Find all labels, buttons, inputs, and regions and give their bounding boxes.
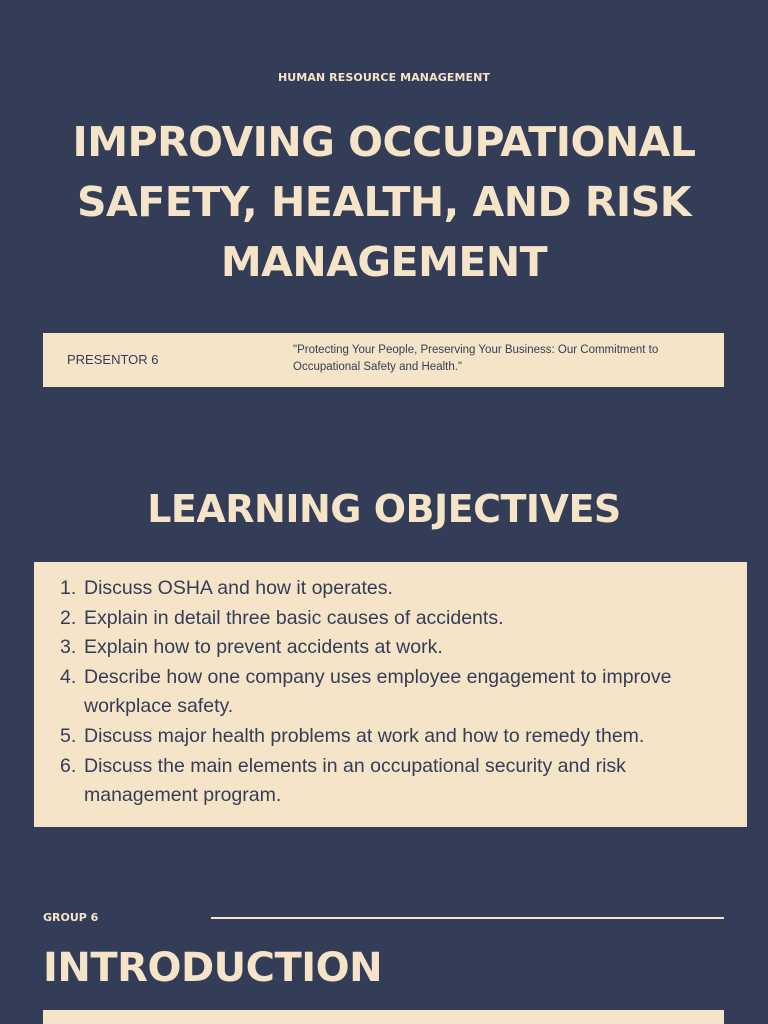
objective-text: Describe how one company uses employee engagement to improve workplace safety. <box>84 665 672 718</box>
objective-number: 1. <box>60 577 77 599</box>
objectives-heading: LEARNING OBJECTIVES <box>147 487 621 531</box>
objective-number: 4. <box>60 665 77 688</box>
objective-item <box>60 604 730 634</box>
objective-item <box>60 663 730 722</box>
objective-number: 2. <box>60 606 77 629</box>
objective-text: Discuss the main elements in an occupational security and risk management program. <box>84 754 626 807</box>
group-label: GROUP 6 <box>43 911 99 924</box>
objective-number: 5. <box>60 724 77 747</box>
introduction-panel <box>43 1010 724 1024</box>
objective-item <box>60 633 730 663</box>
presenter-quote: "Protecting Your People, Preserving Your Business: Our Commitment to Occupational Safety and Health." <box>293 344 659 373</box>
introduction-heading: INTRODUCTION <box>43 945 383 991</box>
course-kicker: HUMAN RESOURCE MANAGEMENT <box>277 71 491 84</box>
page-title: IMPROVING OCCUPATIONAL SAFETY, HEALTH, AND RISK MANAGEMENT <box>72 118 696 286</box>
objectives-panel <box>34 562 747 827</box>
objective-item <box>60 752 730 811</box>
presenter-label: PRESENTOR 6 <box>67 352 159 367</box>
objective-number: 6. <box>60 754 77 777</box>
objective-text: Discuss OSHA and how it operates. <box>84 577 393 599</box>
section-divider <box>211 917 724 919</box>
objective-item <box>60 722 730 752</box>
objectives-list <box>60 574 730 811</box>
objective-text: Explain how to prevent accidents at work. <box>84 636 443 659</box>
objective-number: 3. <box>60 636 77 659</box>
objective-text: Explain in detail three basic causes of accidents. <box>84 606 504 629</box>
objective-text: Discuss major health problems at work and how to remedy them. <box>84 724 645 747</box>
presenter-banner <box>43 333 724 387</box>
objective-item <box>60 574 730 604</box>
